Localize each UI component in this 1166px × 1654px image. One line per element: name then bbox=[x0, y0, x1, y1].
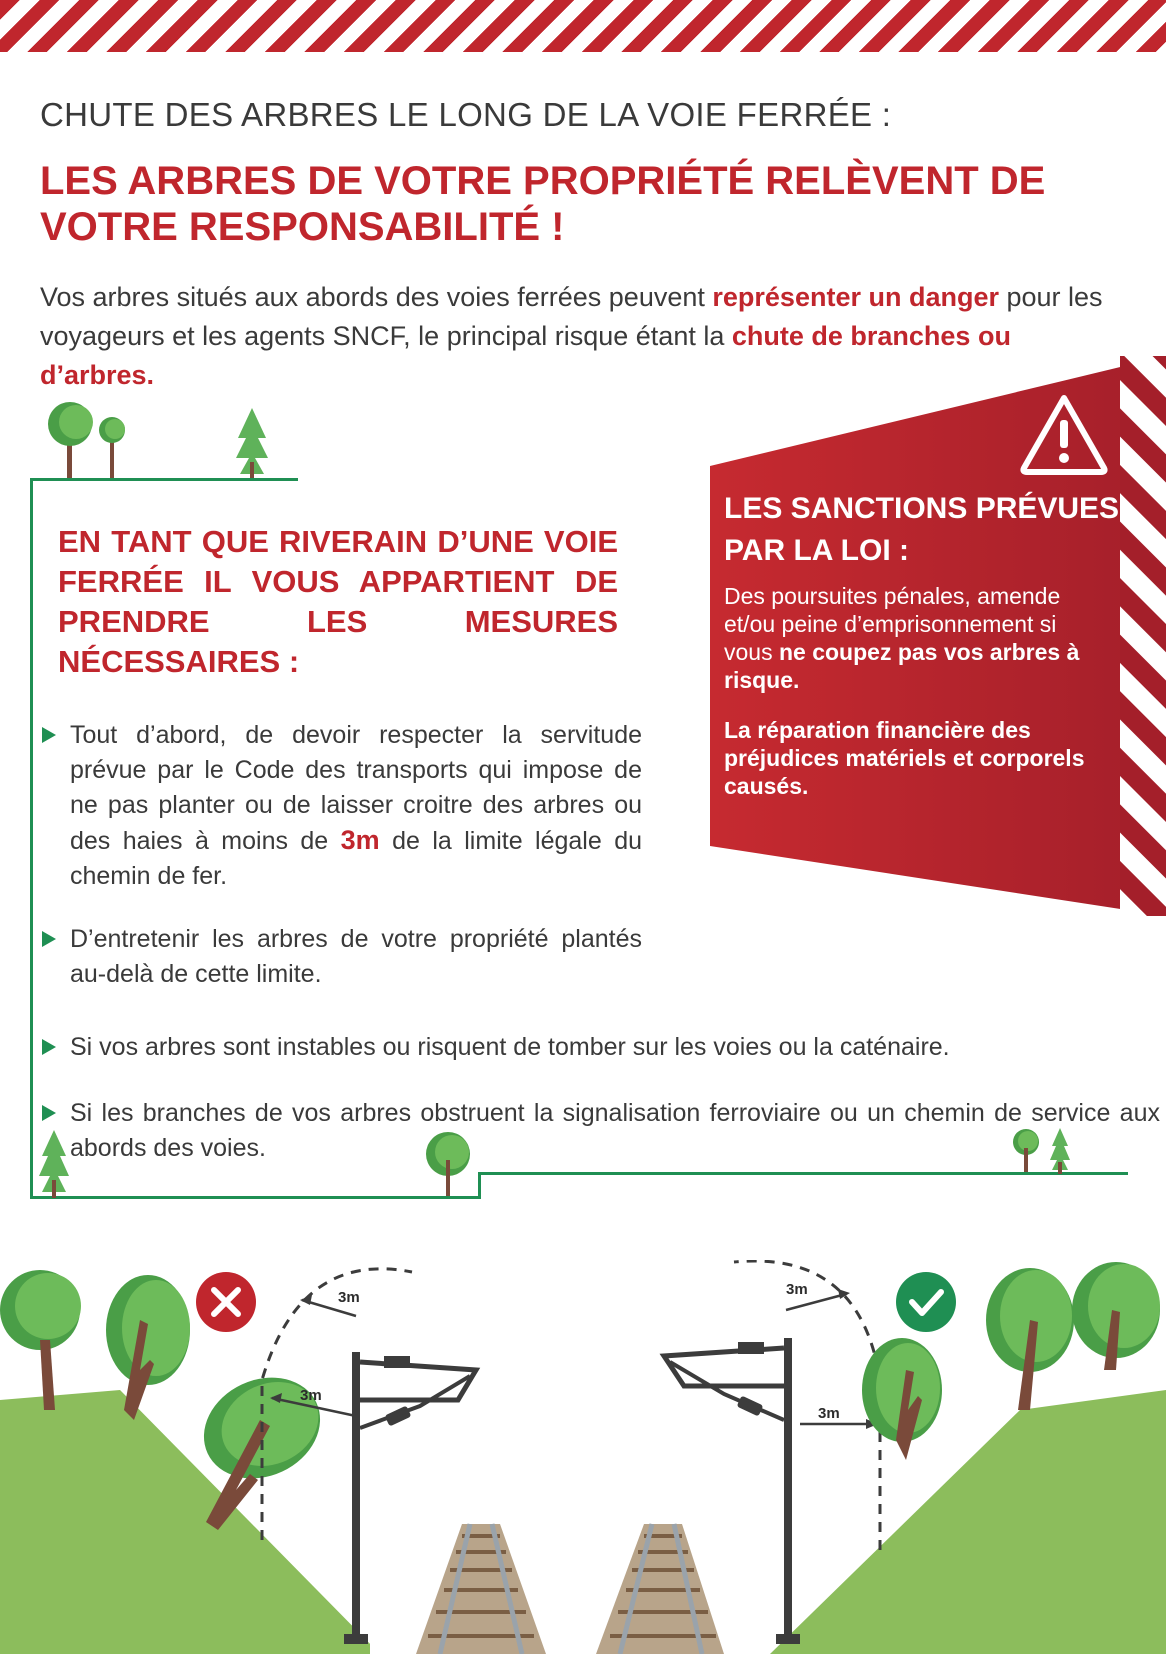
bullet-text: Si les branches de vos arbres obstruent la signalisation ferroviaire ou un chemin de service aux abords des voies. bbox=[70, 1099, 1160, 1162]
list-item bbox=[42, 1096, 1160, 1166]
page-title: LES ARBRES DE VOTRE PROPRIÉTÉ RELÈVENT DE VOTRE RESPONSABILITÉ ! bbox=[40, 159, 1046, 249]
tree-icon bbox=[0, 1270, 81, 1410]
measure-label: 3m bbox=[818, 1405, 840, 1422]
measure-label: 3m bbox=[300, 1387, 322, 1404]
tree-icon bbox=[986, 1268, 1074, 1410]
bullet-arrow-icon bbox=[42, 1105, 56, 1121]
frame-line bbox=[478, 1172, 481, 1199]
tree-icon bbox=[862, 1338, 942, 1460]
bullet-arrow-icon bbox=[42, 931, 56, 947]
frame-line bbox=[30, 1196, 480, 1199]
frame-line bbox=[30, 478, 298, 481]
warning-triangle-icon bbox=[1016, 392, 1112, 478]
striped-banner bbox=[0, 0, 1166, 52]
intro-text: Vos arbres situés aux abords des voies ferrées peuvent bbox=[40, 282, 713, 312]
check-circle-icon bbox=[896, 1272, 956, 1332]
tree-icon bbox=[424, 1126, 474, 1198]
intro-highlight-danger: représenter un danger bbox=[712, 282, 999, 312]
bullet-highlight: 3m bbox=[340, 825, 380, 855]
page-subtitle: CHUTE DES ARBRES LE LONG DE LA VOIE FERRÉE : bbox=[40, 96, 892, 133]
tree-icon bbox=[1072, 1262, 1160, 1370]
bullet-text: de la limite légale du chemin de fer. bbox=[70, 827, 642, 890]
small-trees-icon bbox=[40, 392, 280, 482]
sanctions-text-part: Des poursuites pénales, amende et/ou peine d’emprisonnement si vous bbox=[724, 583, 1061, 665]
sanctions-text-2: La réparation financière des préjudices matériels et corporels causés. bbox=[724, 717, 1085, 799]
bullet-arrow-icon bbox=[42, 1039, 56, 1055]
bullet-text: Tout d’abord, de devoir respecter la servitude prévue par le Code des transports qui impose de ne pas planter ou de laisser croitre des arbres ou des haies à moins de bbox=[70, 721, 642, 855]
railway-illustration bbox=[0, 1260, 1166, 1654]
small-trees-icon bbox=[1010, 1126, 1076, 1176]
obligations-heading: EN TANT QUE RIVERAIN D’UNE VOIE FERRÉE IL VOUS APPARTIENT DE PRENDRE LES MESURES NÉCESSAIRES : bbox=[58, 524, 618, 679]
intro-highlight-fall: chute de branches ou d’arbres. bbox=[40, 321, 1011, 390]
bullet-text: D’entretenir les arbres de votre propriété plantés au-delà de cette limite. bbox=[70, 925, 642, 988]
sanctions-text-bold: ne coupez pas vos arbres à risque. bbox=[724, 639, 1080, 693]
sanctions-text bbox=[724, 582, 1104, 694]
bullet-text: Si vos arbres sont instables ou risquent de tomber sur les voies ou la caténaire. bbox=[70, 1033, 950, 1061]
measure-label: 3m bbox=[786, 1281, 808, 1298]
intro-text: pour les voyageurs et les agents SNCF, le principal risque étant la bbox=[40, 282, 1103, 351]
list-item bbox=[42, 922, 642, 992]
frame-line bbox=[30, 478, 33, 1198]
sanctions-title: LES SANCTIONS PRÉVUES PAR LA LOI : bbox=[724, 492, 1120, 567]
pine-tree-icon bbox=[36, 1128, 76, 1200]
list-item bbox=[42, 718, 642, 894]
list-item bbox=[42, 1030, 1166, 1065]
bullet-arrow-icon bbox=[42, 727, 56, 743]
measure-label: 3m bbox=[338, 1289, 360, 1306]
